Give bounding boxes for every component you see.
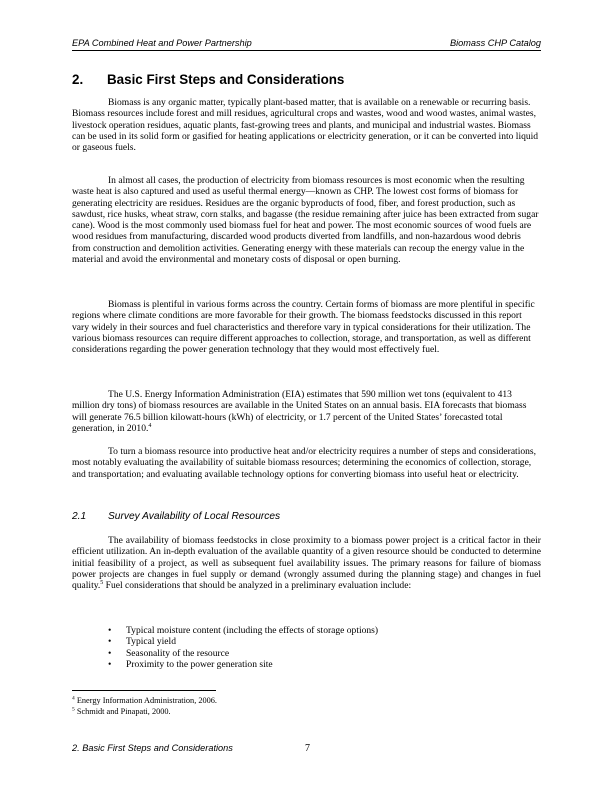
header-right-title: Biomass CHP Catalog	[449, 38, 541, 48]
running-header	[72, 36, 541, 51]
bullet-icon: •	[108, 636, 112, 648]
footnote-ref-4: 4	[148, 422, 152, 429]
footnote-5	[72, 707, 541, 718]
paragraph-2-text: In almost all cases, the production of electricity from biomass resources is most economic when the resulting waste heat is also captured and used as useful thermal energy—known as CHP. The lowest cost forms of biomass for generating electricity are residues. Residues are the organic byproducts of food, fiber, and forest production, such as sawdust, rice husks, wheat straw, corn stalks, and bagasse (the residue remaining after juice has been extracted from sugar cane). Wood is the most commonly used biomass fuel for heat and power. The most economic sources of wood fuels are wood residues from manufacturing, discarded wood products diverted from landfills, and non-hazardous wood debris from construction and demolition activities. Generating energy with these materials can recoup the energy value in the material and avoid the environmental and monetary costs of disposal or open burning.	[72, 175, 539, 266]
paragraph-2	[72, 175, 541, 265]
list-item-text: Seasonality of the resource	[126, 647, 230, 659]
footnote-ref-5: 5	[100, 580, 104, 587]
footnote-number: 5	[72, 706, 75, 712]
list-item-text: Typical moisture content (including the effects of storage options)	[126, 625, 379, 636]
list-item-text: Typical yield	[126, 636, 176, 648]
bullet-icon: •	[108, 647, 112, 659]
paragraph-3-text: Biomass is plentiful in various forms across the country. Certain forms of biomass are more plentiful in specific regions where climate conditions are more favorable for their growth. The biomass feedstocks discussed in this report vary widely in their sources and fuel characteristics and therefore vary in typical considerations for their utilization. The various biomass resources can require different approaches to collection, storage, and transportation, as well as different considerations regarding the power generation technology that they would most effectively fuel.	[72, 299, 535, 356]
subsection-paragraph	[72, 535, 541, 591]
subsection-number: 2.1	[72, 511, 87, 522]
paragraph-3	[72, 299, 541, 355]
footnote-text: Schmidt and Pinapati, 2000.	[74, 706, 171, 716]
section-number: 2.	[72, 72, 84, 87]
footnotes	[72, 696, 541, 717]
subsection-heading	[72, 511, 280, 522]
footnote-4	[72, 696, 541, 707]
header-left-title: EPA Combined Heat and Power Partnership	[72, 38, 252, 48]
list-item-text: Proximity to the power generation site	[126, 658, 273, 670]
list-item	[72, 659, 541, 670]
paragraph-1	[72, 97, 541, 153]
subsection-paragraph-tail: Fuel considerations that should be analyzed in a preliminary evaluation include:	[103, 580, 412, 592]
paragraph-4-text: The U.S. Energy Information Administration (EIA) estimates that 590 million wet tons (equivalent to 413 million dry tons) of biomass resources are available in the United States on an annual basis. EIA forecasts that biomass will generate 76.5 billion kilowatt-hours (kWh) of electricity, or 1.7 percent of the United States’ forecasted total generation, in 2010.	[72, 389, 527, 434]
footnote-number: 4	[72, 695, 75, 702]
page-number: 7	[305, 743, 310, 754]
subsection-title: Survey Availability of Local Resources	[108, 511, 281, 522]
paragraph-5	[72, 446, 541, 480]
bullet-icon: •	[108, 658, 112, 670]
list-item	[72, 625, 541, 636]
paragraph-5-text: To turn a biomass resource into productive heat and/or electricity requires a number of steps and considerations, most notably evaluating the availability of suitable biomass resources; determining the economics of collection, storage, and transportation; and evaluating available technology options for converting biomass into useful heat or electricity.	[72, 446, 537, 480]
running-footer	[72, 743, 541, 757]
paragraph-1-text: Biomass is any organic matter, typically plant-based matter, that is available on a renewable or recurring basis. Biomass resources include forest and mill residues, agricultural crops and wastes, wood and wood wastes, animal wastes, livestock operation residues, aquatic plants, fast-growing trees and plants, and municipal and industrial wastes. Biomass can be used in its solid form or gasified for heating applications or electricity generation, or it can be converted into liquid or gaseous fuels.	[72, 97, 539, 154]
footnote-divider	[72, 690, 216, 691]
footnote-text: Energy Information Administration, 2006.	[74, 696, 218, 705]
paragraph-4	[72, 389, 541, 434]
subsection-paragraph-text: The availability of biomass feedstocks in close proximity to a biomass power project is a critical factor in their efficient utilization. An in-depth evaluation of the available quantity of a given resource should be conducted to determine initial feasibility of a project, as well as subsequent fuel availability issues. The primary reasons for failure of biomass power projects are changes in fuel supply or demand (wrongly assumed during the planning stage) and changes in fuel quality.	[72, 535, 541, 592]
fuel-considerations-list	[72, 625, 541, 670]
list-item	[72, 636, 541, 647]
bullet-icon: •	[108, 625, 112, 636]
list-item	[72, 648, 541, 659]
footer-section-title: 2. Basic First Steps and Considerations	[72, 743, 233, 753]
section-heading	[72, 72, 344, 87]
section-title: Basic First Steps and Considerations	[107, 72, 345, 87]
